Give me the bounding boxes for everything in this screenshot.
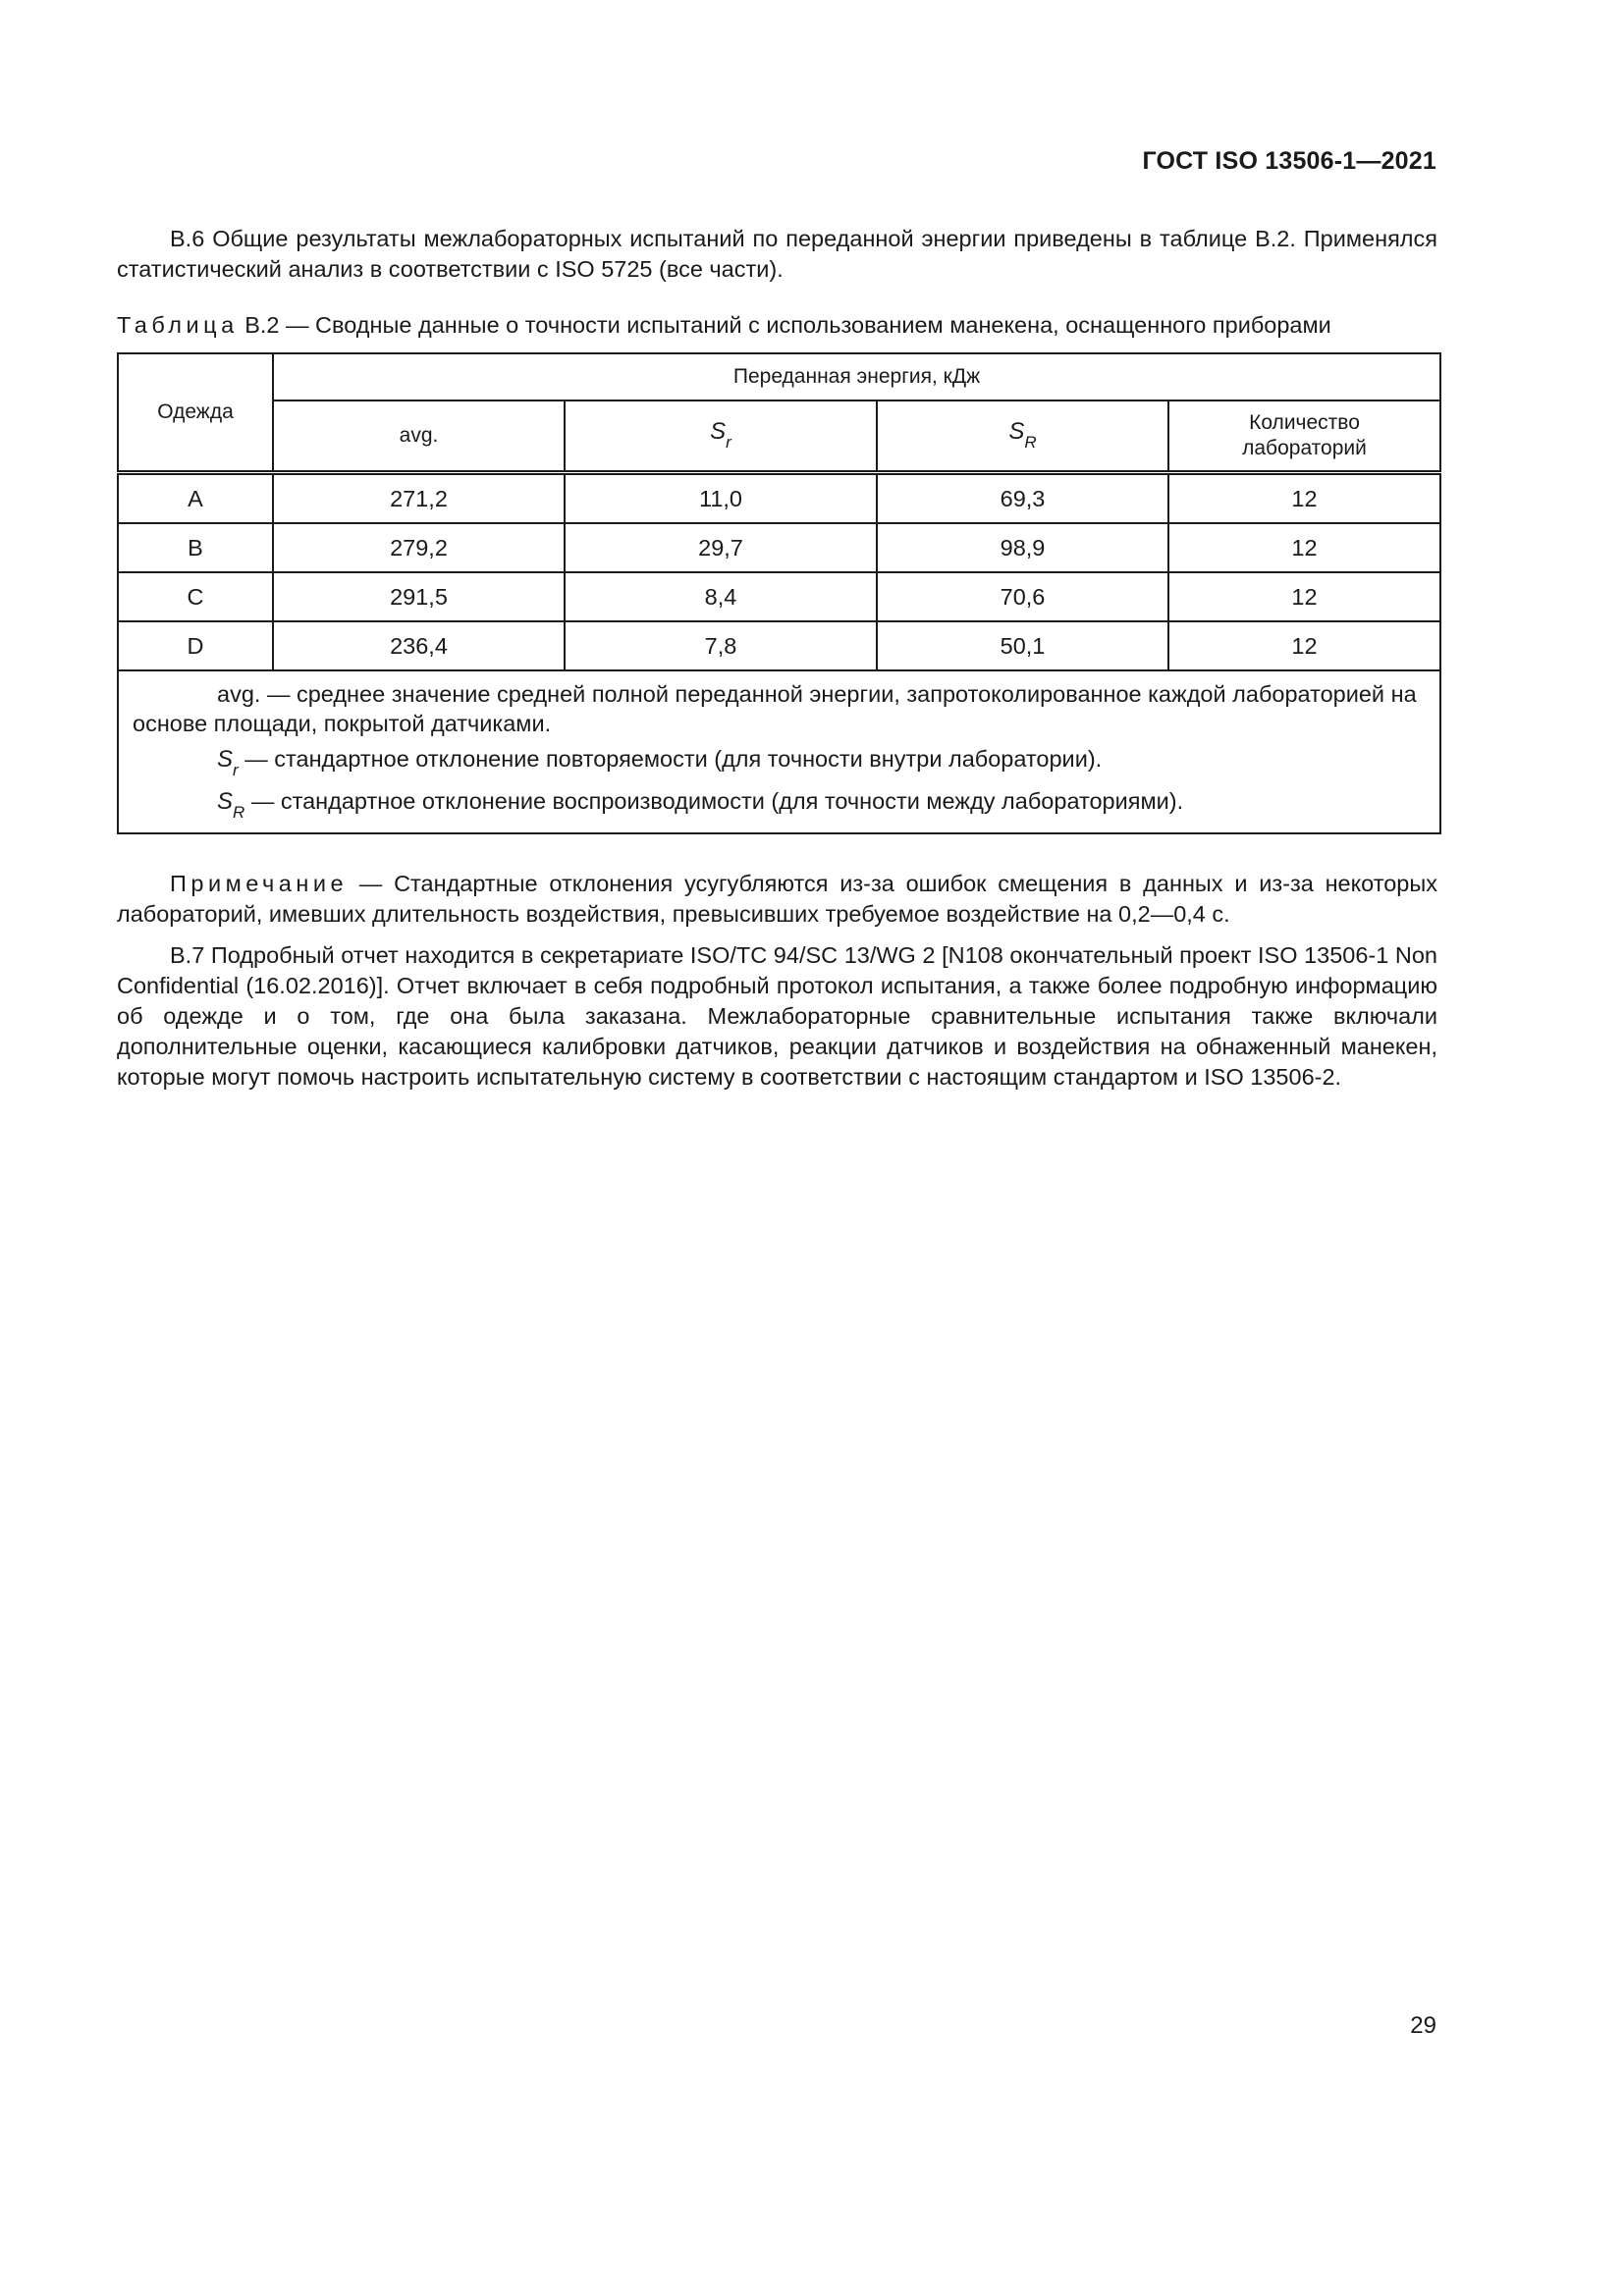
header-avg: avg. [273,400,565,473]
note-paragraph-text [117,869,1437,930]
note-sR-text: — стандартное отклонение воспроизводимости (для точности между лабораториями). [244,787,1184,814]
table-row [118,621,1440,670]
table-caption [117,310,1437,340]
header-sR-symbol: S [1008,418,1025,446]
cell-sR: 50,1 [877,621,1168,670]
cell-labs: 12 [1168,473,1440,524]
note-sr-text: — стандартное отклонение повторяемости (для точности внутри лаборатории). [238,746,1103,772]
cell-labs: 12 [1168,523,1440,572]
cell-clothing: B [118,523,273,572]
document-code: ГОСТ ISO 13506-1—2021 [1142,147,1436,175]
cell-sr: 8,4 [565,572,877,621]
cell-clothing: D [118,621,273,670]
cell-avg: 271,2 [273,473,565,524]
cell-clothing: C [118,572,273,621]
cell-clothing: A [118,473,273,524]
note-sR [133,786,1424,825]
header-sR [877,400,1168,473]
table-notes-row [118,670,1440,833]
paragraph-b7 [117,940,1437,1093]
cell-sr: 7,8 [565,621,877,670]
note-text: — Стандартные отклонения усугубляются из-за ошибок смещения в данных и из-за некоторых лабораторий, имевших длительность воздействия, превысивших требуемое воздействие на 0,2—0,4 с. [117,871,1437,927]
header-clothing: Одежда [118,353,273,473]
note-paragraph [117,869,1437,930]
header-sr-symbol: S [710,418,727,446]
cell-avg: 279,2 [273,523,565,572]
table-row [118,523,1440,572]
cell-avg: 236,4 [273,621,565,670]
cell-sr: 29,7 [565,523,877,572]
table-caption-text: B.2 — Сводные данные о точности испытаний с использованием манекена, оснащенного приборами [244,312,1331,338]
cell-avg: 291,5 [273,572,565,621]
note-avg: avg. — среднее значение средней полной переданной энергии, запротоколированное каждой лабораторией на основе площади, покрытой датчиками. [133,681,1417,736]
header-transferred-energy: Переданная энергия, кДж [273,353,1440,400]
paragraph-b7-text: B.7 Подробный отчет находится в секретариате ISO/TC 94/SC 13/WG 2 [N108 окончательный проект ISO 13506-1 Non Confidential (16.02.2016)]. Отчет включает в себя подробный протокол испытания, а также более подробную информацию об одежде и о том, где она была заказана. Межлабораторные сравнительные испытания также включали дополнительные оценки, касающиеся калибровки датчиков, реакции датчиков и воздействия на обнаженный манекен, которые могут помочь настроить испытательную систему в соответствии с настоящим стандартом и ISO 13506-2. [117,942,1437,1090]
table-row [118,473,1440,524]
cell-labs: 12 [1168,621,1440,670]
note-label: Примечание [170,871,349,896]
paragraph-b6 [117,224,1437,285]
paragraph-b6-text: B.6 Общие результаты межлабораторных испытаний по переданной энергии приведены в таблице B.2. Применялся статистический анализ в соответствии с ISO 5725 (все части). [117,226,1437,282]
cell-sR: 70,6 [877,572,1168,621]
table-notes [118,670,1440,833]
note-sr-subscript: r [233,760,239,779]
note-sR-subscript: R [233,802,245,822]
note-sr-symbol: S [217,746,234,773]
precision-table [117,352,1441,834]
page-number: 29 [1410,2012,1436,2039]
note-sR-symbol: S [217,787,234,815]
header-lab-count: Количество лабораторий [1168,400,1440,473]
note-sr [133,744,1424,782]
cell-sr: 11,0 [565,473,877,524]
header-sr-subscript: r [726,432,731,452]
table-row [118,572,1440,621]
header-sr [565,400,877,473]
cell-labs: 12 [1168,572,1440,621]
header-sR-subscript: R [1024,432,1037,452]
cell-sR: 69,3 [877,473,1168,524]
table-caption-label: Таблица [117,312,239,338]
cell-sR: 98,9 [877,523,1168,572]
